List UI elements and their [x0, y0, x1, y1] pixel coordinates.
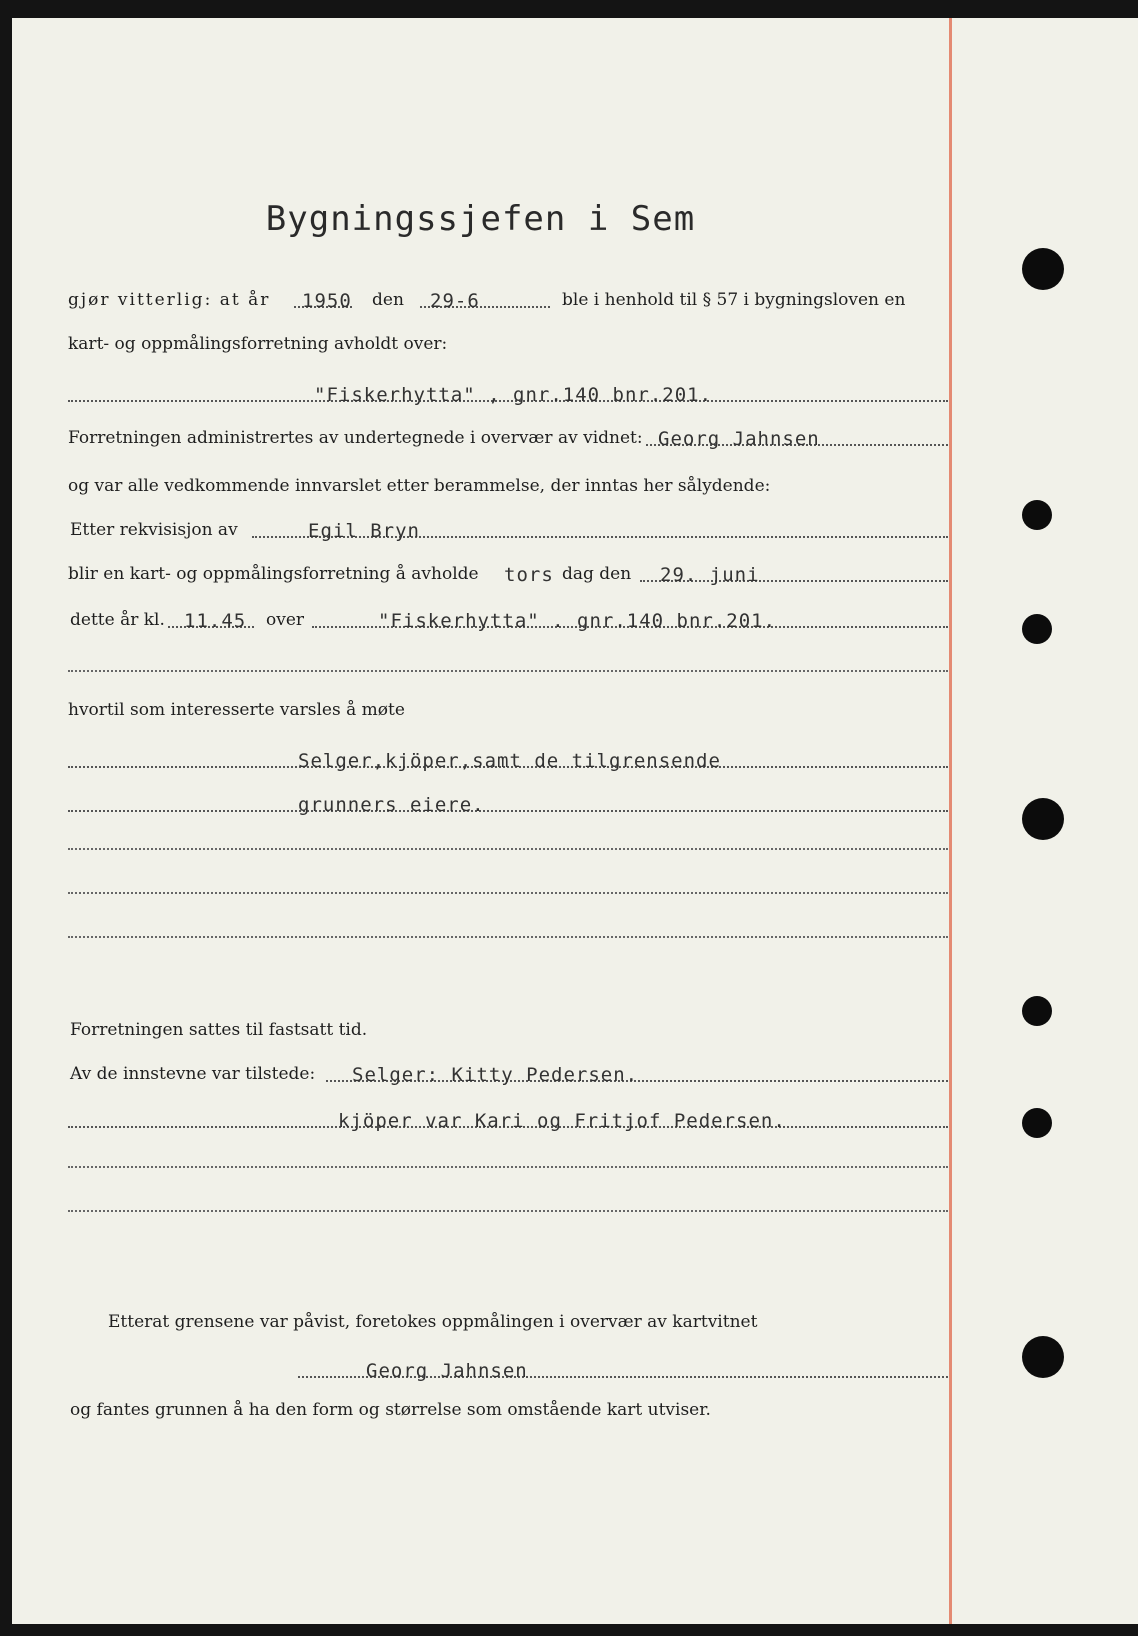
over-label: over: [266, 610, 305, 630]
row-requisition: [68, 514, 948, 550]
row-summons: [68, 470, 948, 506]
witness-value: Georg Jahnsen: [658, 428, 820, 450]
blank-rule: [68, 936, 948, 938]
punch-hole: [1022, 996, 1052, 1026]
meeting-date: 29. juni: [660, 564, 760, 586]
held-text: Forretningen sattes til fastsatt tid.: [70, 1020, 368, 1040]
blank-rule: [68, 1166, 948, 1168]
blank-rule: [68, 670, 948, 672]
row-held: [68, 1014, 948, 1050]
row-map-witness: [68, 1354, 948, 1390]
punch-hole: [1022, 1336, 1064, 1378]
time-value: 11.45: [184, 610, 247, 632]
punch-hole: [1022, 248, 1064, 290]
requisition-lead: Etter rekvisisjon av: [70, 520, 238, 540]
weekday-suffix: dag den: [562, 564, 632, 584]
summons-text: og var alle vedkommende innvarslet etter berammelse, der inntas her sålydende:: [68, 476, 771, 496]
attendees-line-1: Selger,kjöper,samt de tilgrensende: [298, 750, 721, 772]
survey-text: Etterat grensene var påvist, foretokes oppmålingen i overvær av kartvitnet: [108, 1312, 758, 1332]
row-attendees-2: [68, 788, 948, 824]
den-label: den: [372, 290, 404, 310]
row-witness: [68, 422, 948, 458]
place-value: "Fiskerhytta" . gnr.140 bnr.201.: [378, 610, 777, 632]
present-lead: Av de innstevne var tilstede:: [70, 1064, 316, 1084]
row-buyer: [68, 1104, 948, 1140]
row-present: [68, 1058, 948, 1094]
declaration-lead: gjør vitterlig: at år: [68, 290, 271, 310]
row-property: [68, 378, 948, 414]
row-conclusion: [68, 1394, 948, 1430]
requester-value: Egil Bryn: [308, 520, 420, 542]
interested-text: hvortil som interesserte varsles å møte: [68, 700, 405, 720]
row-time: [68, 604, 948, 640]
row-survey: [68, 1306, 948, 1342]
date-value: 29-6: [430, 290, 480, 312]
seller-value: Selger: Kitty Pedersen.: [352, 1064, 639, 1086]
blank-rule: [68, 1210, 948, 1212]
weekday-prefix: tors: [504, 564, 554, 586]
row-declaration: [68, 284, 948, 320]
punch-hole: [1022, 614, 1052, 644]
punch-hole: [1022, 500, 1052, 530]
row-intro: [68, 328, 948, 364]
document-page: [12, 18, 1138, 1624]
conclusion-text: og fantes grunnen å ha den form og størrelse som omstående kart utviser.: [70, 1400, 711, 1420]
year-value: 1950: [302, 290, 352, 312]
row-interested: [68, 694, 948, 730]
time-lead: dette år kl.: [70, 610, 165, 630]
buyer-value: kjöper var Kari og Fritjof Pedersen.: [338, 1110, 786, 1132]
row-scheduling: [68, 558, 948, 594]
witness-lead: Forretningen administrertes av undertegnede i overvær av vidnet:: [68, 428, 643, 448]
punch-hole: [1022, 1108, 1052, 1138]
blank-rule: [68, 892, 948, 894]
attendees-line-2: grunners eiere.: [298, 794, 485, 816]
document-title: Bygningssjefen i Sem: [265, 199, 696, 239]
punch-hole: [1022, 798, 1064, 840]
red-margin-line: [949, 18, 952, 1624]
scheduling-lead: blir en kart- og oppmålingsforretning å avholde: [68, 564, 479, 584]
map-witness-value: Georg Jahnsen: [366, 1360, 528, 1382]
intro-text: kart- og oppmålingsforretning avholdt over:: [68, 334, 448, 354]
blank-rule: [68, 848, 948, 850]
declaration-rest: ble i henhold til § 57 i bygningsloven en: [562, 290, 906, 310]
row-attendees-1: [68, 744, 948, 780]
property-value: "Fiskerhytta" , gnr.140 bnr.201.: [314, 384, 713, 406]
